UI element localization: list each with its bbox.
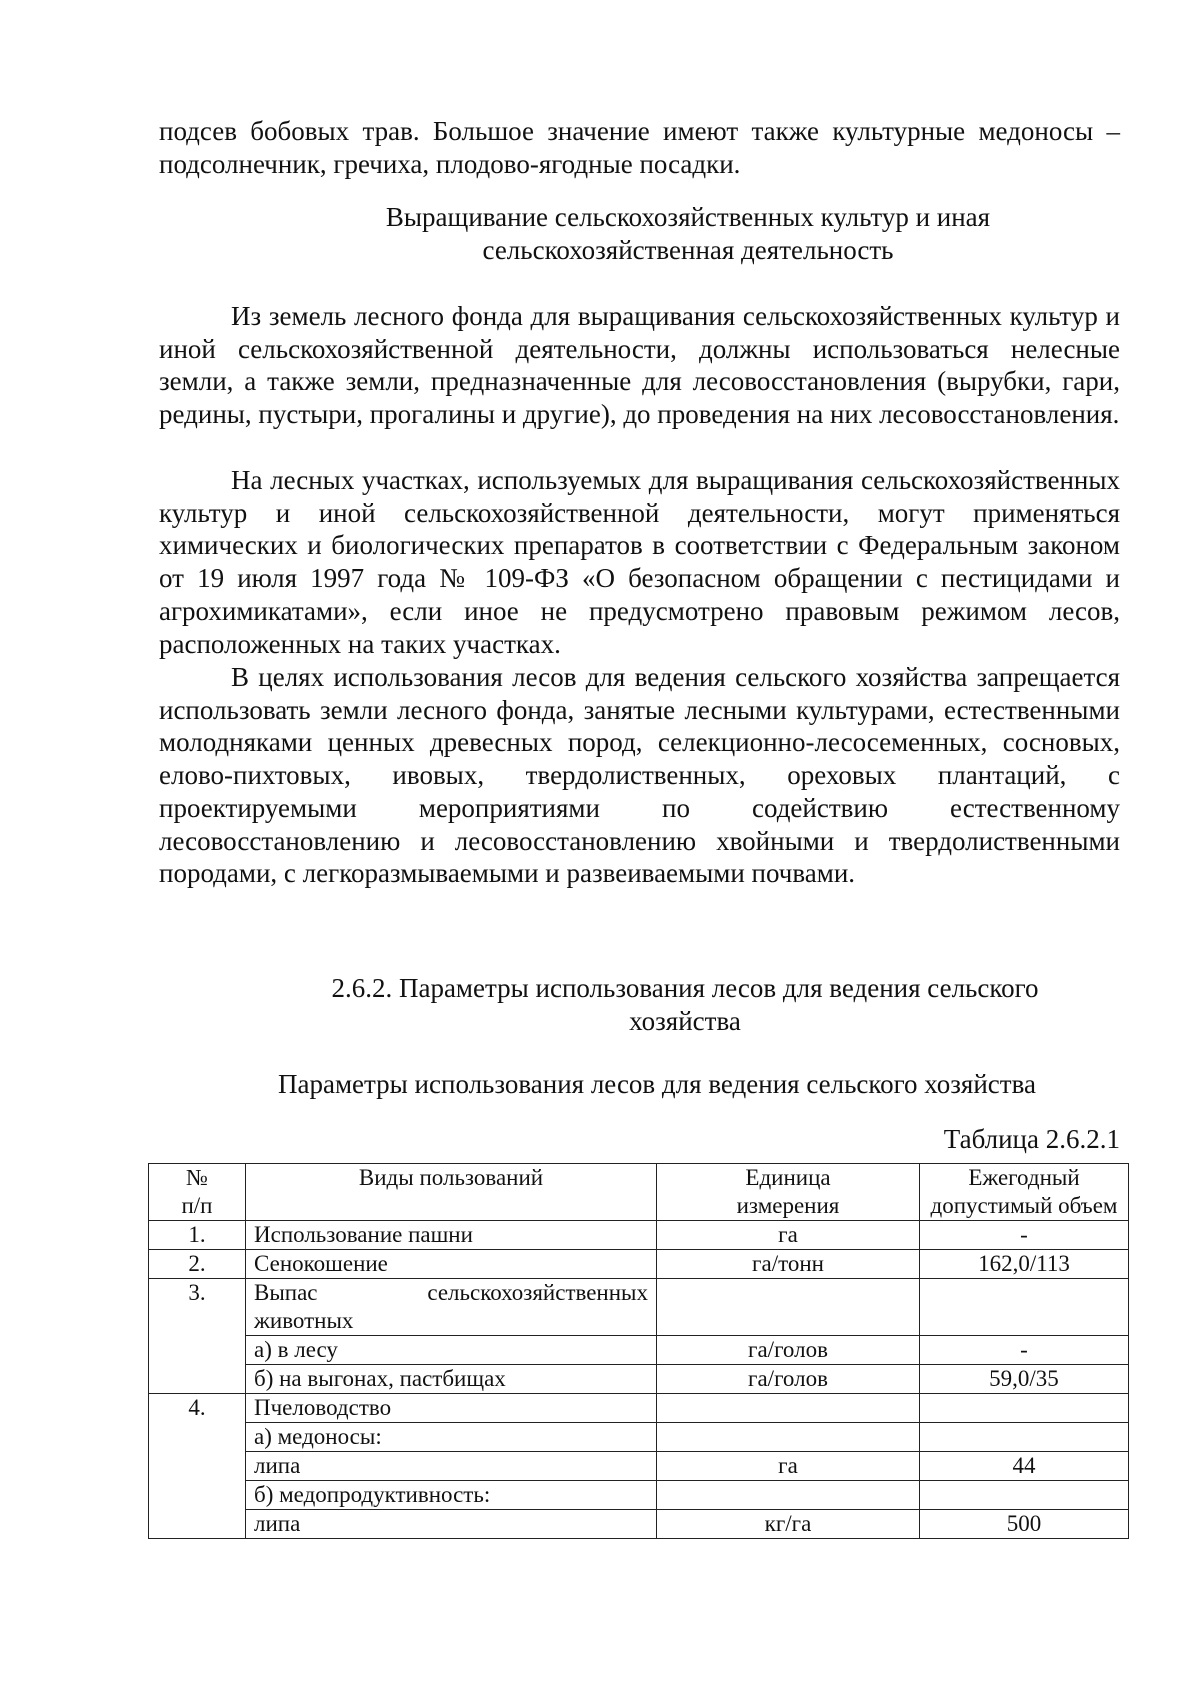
section-title-line-1: Выращивание сельскохозяйственных культур и иная bbox=[385, 202, 991, 232]
table-row bbox=[149, 1279, 1129, 1336]
row-type: а) в лесу bbox=[246, 1336, 657, 1365]
parameters-table-container bbox=[148, 1163, 1129, 1539]
row-type: Пчеловодство bbox=[246, 1394, 657, 1423]
row-type: Сенокошение bbox=[246, 1250, 657, 1279]
table-row bbox=[149, 1250, 1129, 1279]
row-type: липа bbox=[246, 1510, 657, 1539]
row-unit: га/голов bbox=[657, 1365, 920, 1394]
row-volume: - bbox=[920, 1336, 1129, 1365]
intro-line-1: подсев бобовых трав. Большое значение имеют также культурные медоносы – bbox=[159, 116, 1120, 146]
paragraph-3: В целях использования лесов для ведения сельского хозяйства запрещается использовать земли лесного фонда, занятые лесными культурами, естественными молодняками ценных древесных пород, селекционно-лесосеменных, сосновых, елово-пихтовых, ивовых, твердолиственных, ореховых плантаций, с проектируемыми мероприятиями по содействию естественному лесовосстановлению и лесовосстановлению хвойными и твердолиственными породами, с легкоразмываемыми и развеиваемыми почвами. bbox=[159, 662, 1120, 889]
intro-line-2: подсолнечник, гречиха, плодово-ягодные посадки. bbox=[159, 148, 741, 179]
row-volume: - bbox=[920, 1221, 1129, 1250]
row-unit bbox=[657, 1481, 920, 1510]
row-type: Использование пашни bbox=[246, 1221, 657, 1250]
table-row bbox=[149, 1365, 1129, 1394]
row-volume bbox=[920, 1423, 1129, 1452]
row-unit bbox=[657, 1394, 920, 1423]
row-type: Выпас сельскохозяйственных животных bbox=[246, 1279, 657, 1336]
row-volume: 59,0/35 bbox=[920, 1365, 1129, 1394]
parameters-table bbox=[148, 1163, 1129, 1539]
table-header-row bbox=[149, 1164, 1129, 1221]
header-unit: Единица измерения bbox=[657, 1164, 920, 1221]
row-type: липа bbox=[246, 1452, 657, 1481]
row-volume bbox=[920, 1279, 1129, 1336]
row-number: 4. bbox=[149, 1394, 246, 1539]
header-type: Виды пользований bbox=[246, 1164, 657, 1221]
table-row bbox=[149, 1423, 1129, 1452]
header-volume: Ежегодный допустимый объем bbox=[920, 1164, 1129, 1221]
subsection-title-line-1: 2.6.2. Параметры использования лесов для ведения сельского bbox=[331, 973, 1039, 1003]
header-number: № п/п bbox=[149, 1164, 246, 1221]
row-number: 3. bbox=[149, 1279, 246, 1394]
table-row bbox=[149, 1481, 1129, 1510]
row-unit bbox=[657, 1279, 920, 1336]
intro-paragraph bbox=[159, 115, 1120, 180]
table-caption: Параметры использования лесов для ведения сельского хозяйства bbox=[278, 1069, 1036, 1099]
subsection-title bbox=[235, 972, 1135, 1037]
subsection-title-line-2: хозяйства bbox=[629, 1005, 741, 1036]
table-row bbox=[149, 1510, 1129, 1539]
row-volume bbox=[920, 1481, 1129, 1510]
row-unit: кг/га bbox=[657, 1510, 920, 1539]
table-number: Таблица 2.6.2.1 bbox=[943, 1124, 1120, 1154]
row-volume bbox=[920, 1394, 1129, 1423]
row-number: 2. bbox=[149, 1250, 246, 1279]
row-unit: га bbox=[657, 1221, 920, 1250]
table-row bbox=[149, 1221, 1129, 1250]
row-volume: 500 bbox=[920, 1510, 1129, 1539]
table-row bbox=[149, 1336, 1129, 1365]
section-title bbox=[188, 201, 1188, 266]
row-type: б) медопродуктивность: bbox=[246, 1481, 657, 1510]
section-title-line-2: сельскохозяйственная деятельность bbox=[482, 234, 894, 265]
table-row bbox=[149, 1452, 1129, 1481]
row-volume: 44 bbox=[920, 1452, 1129, 1481]
table-row bbox=[149, 1394, 1129, 1423]
row-type: б) на выгонах, пастбищах bbox=[246, 1365, 657, 1394]
row-type: а) медоносы: bbox=[246, 1423, 657, 1452]
paragraph-2: На лесных участках, используемых для выращивания сельскохозяйственных культур и иной сельскохозяйственной деятельности, могут применяться химических и биологических препаратов в соответствии с Федеральным законом от 19 июля 1997 года № 109-ФЗ «О безопасном обращении с пестицидами и агрохимикатами», если иное не предусмотрено правовым режимом лесов, расположенных на таких участках. bbox=[159, 465, 1120, 659]
row-unit bbox=[657, 1423, 920, 1452]
row-unit: га/тонн bbox=[657, 1250, 920, 1279]
row-volume: 162,0/113 bbox=[920, 1250, 1129, 1279]
row-unit: га/голов bbox=[657, 1336, 920, 1365]
row-unit: га bbox=[657, 1452, 920, 1481]
row-number: 1. bbox=[149, 1221, 246, 1250]
paragraph-1: Из земель лесного фонда для выращивания сельскохозяйственных культур и иной сельскохозяйственной деятельности, должны использоваться нелесные земли, а также земли, предназначенные для лесовосстановления (вырубки, гари, редины, пустыри, прогалины и другие), до проведения на них лесовосстановления. bbox=[159, 301, 1120, 430]
